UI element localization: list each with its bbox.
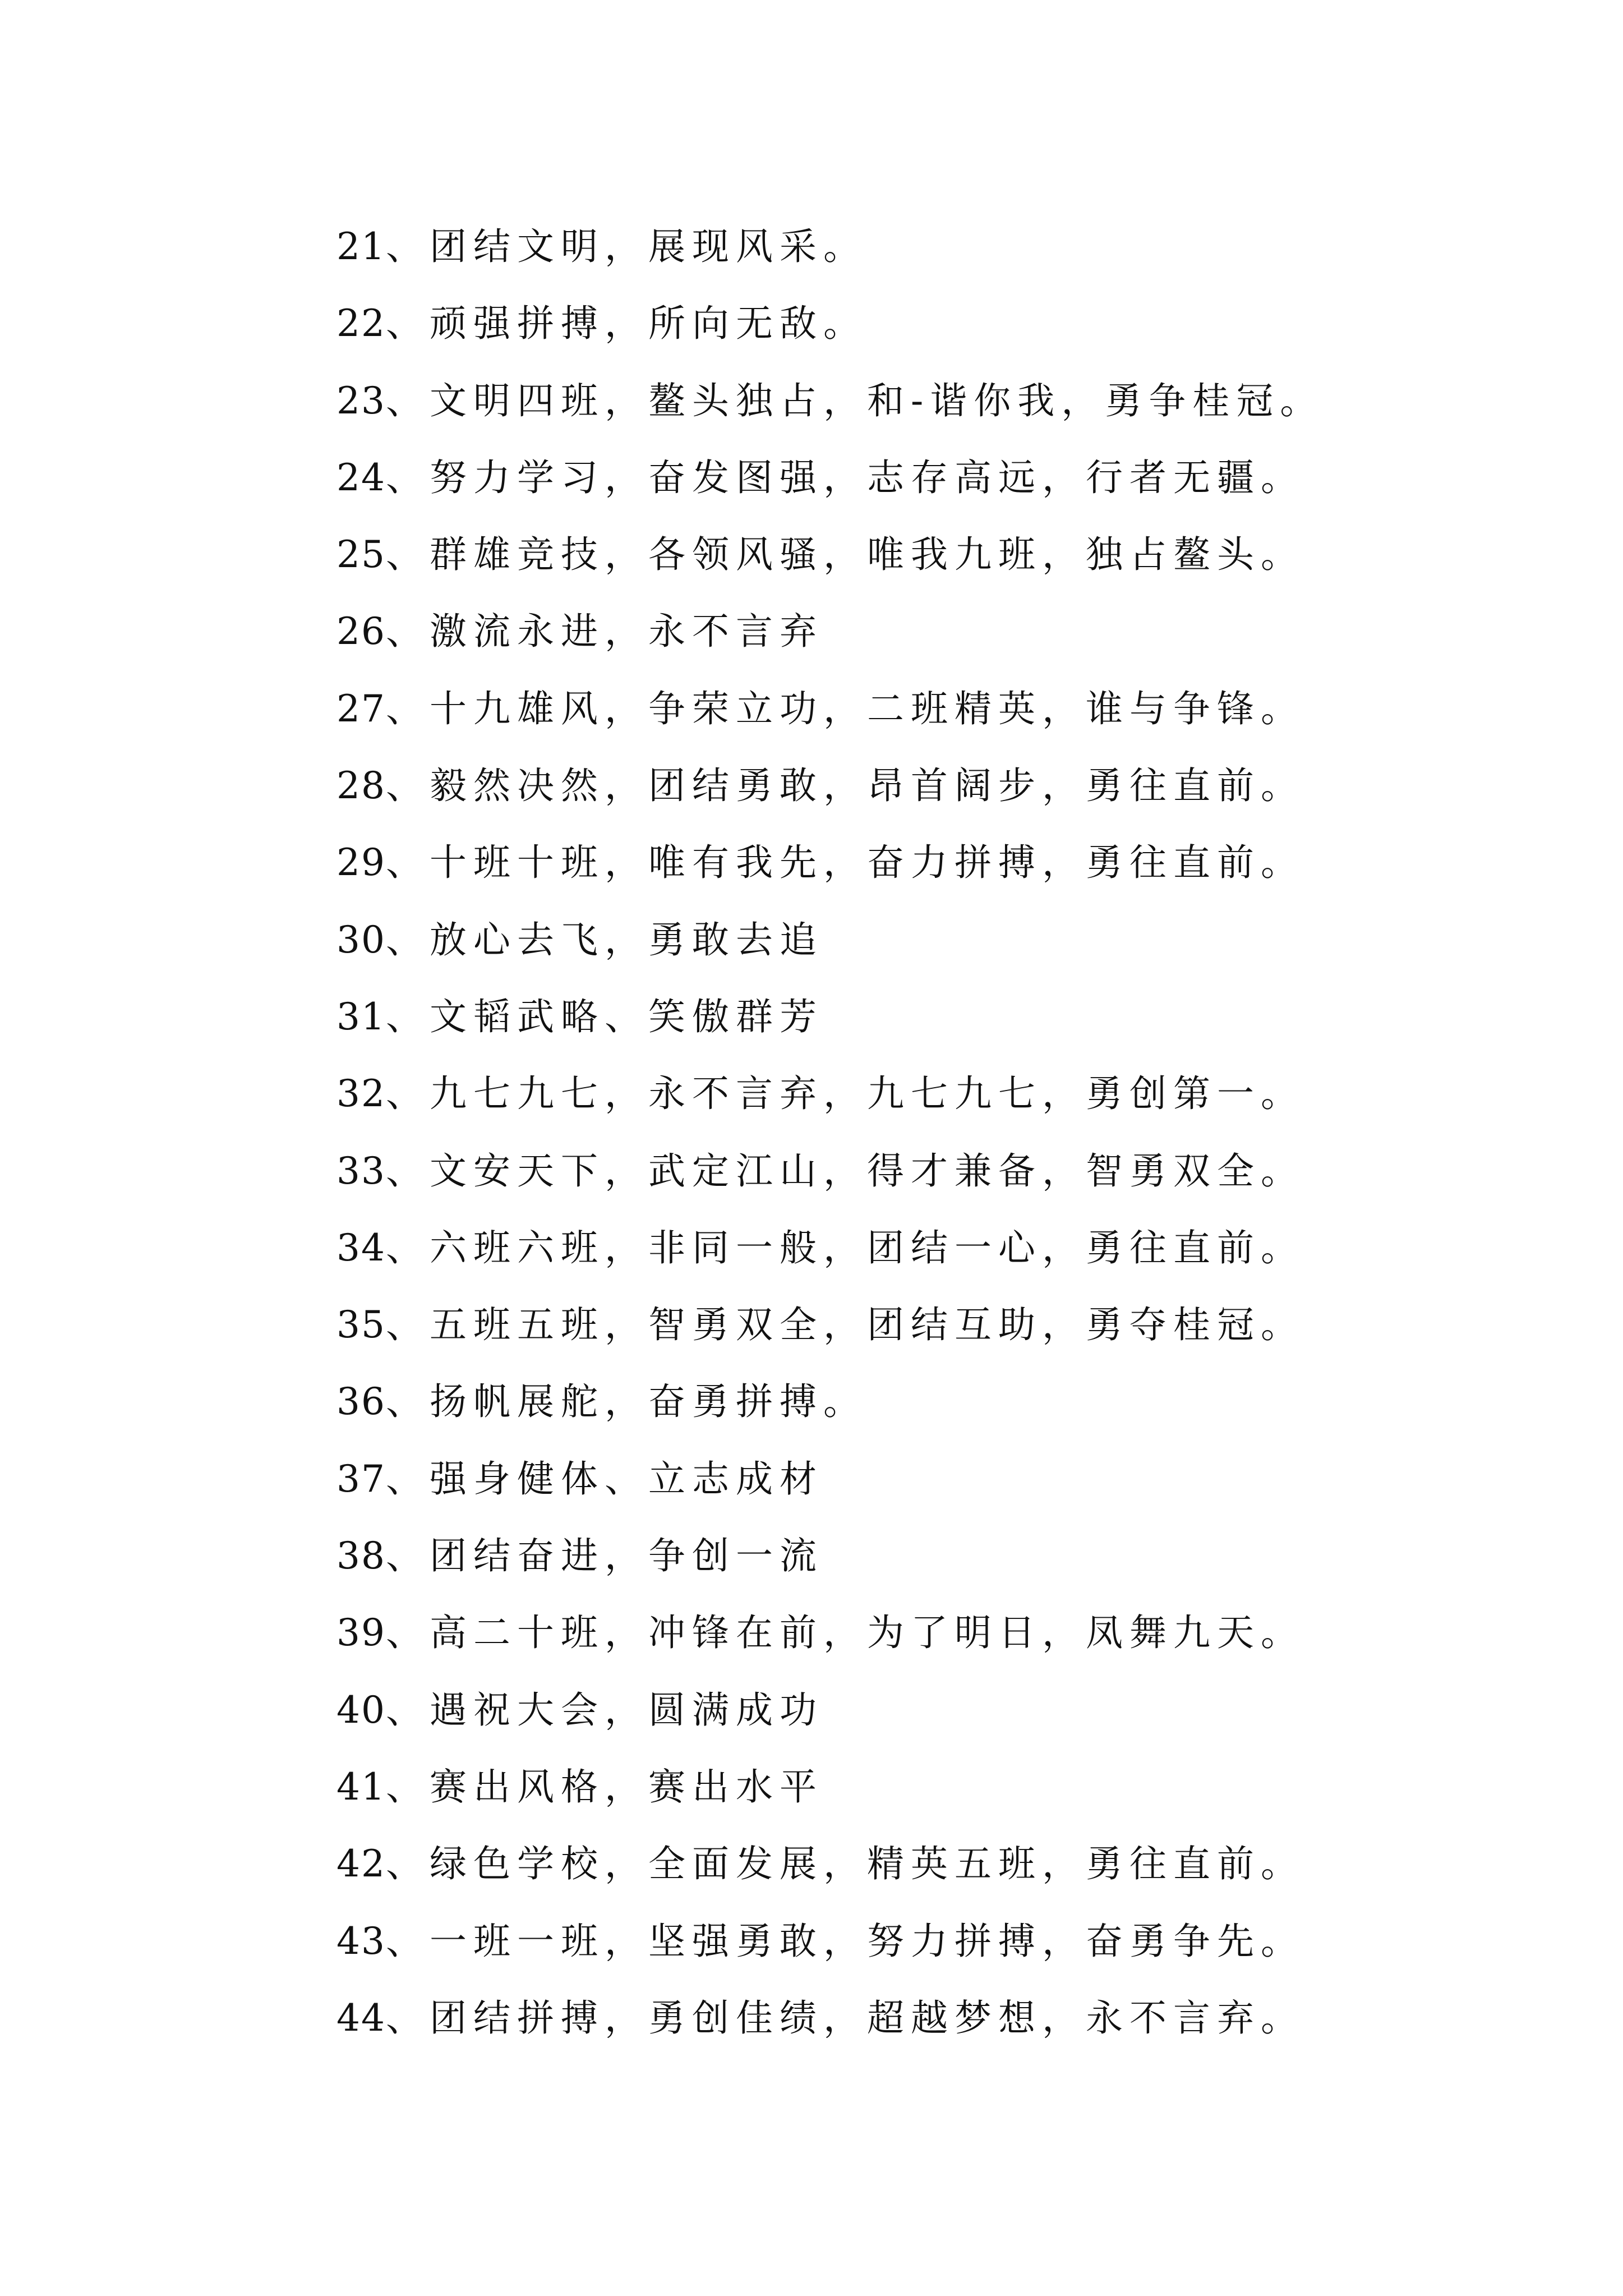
item-text: 群雄竞技，各领风骚，唯我九班，独占鳌头。 (429, 533, 1304, 577)
item-number: 26 (336, 610, 386, 654)
item-separator: 、 (385, 1149, 430, 1193)
item-text: 毅然决然，团结勇敢，昂首阔步，勇往直前。 (429, 764, 1304, 808)
item-text: 强身健体、立志成材 (429, 1457, 823, 1501)
item-text: 遇祝大会，圆满成功 (429, 1688, 823, 1732)
item-separator: 、 (385, 1996, 430, 2040)
list-item (336, 1441, 1542, 1517)
item-text: 团结奋进，争创一流 (429, 1534, 823, 1578)
list-item (336, 285, 1542, 362)
item-number: 31 (336, 995, 386, 1038)
item-number: 35 (336, 1303, 386, 1347)
item-text: 一班一班，坚强勇敢，努力拼搏，奋勇争先。 (429, 1919, 1304, 1963)
item-separator: 、 (385, 610, 430, 654)
item-number: 24 (336, 455, 386, 499)
item-separator: 、 (385, 1611, 430, 1655)
item-number: 28 (336, 764, 386, 808)
item-text: 激流永进，永不言弃 (429, 610, 823, 654)
item-text: 扬帆展舵，奋勇拼搏。 (429, 1380, 867, 1424)
list-item (336, 208, 1542, 285)
item-separator: 、 (385, 687, 430, 730)
item-separator: 、 (385, 1380, 430, 1424)
item-text: 绿色学校，全面发展，精英五班，勇往直前。 (429, 1842, 1304, 1886)
item-number: 34 (336, 1226, 386, 1269)
item-text: 努力学习，奋发图强，志存高远，行者无疆。 (429, 455, 1304, 499)
list-item (336, 1133, 1542, 1209)
list-item (336, 1903, 1542, 1980)
item-number: 38 (336, 1534, 386, 1578)
item-text: 九七九七，永不言弃，九七九七，勇创第一。 (429, 1072, 1304, 1116)
item-separator: 、 (385, 1765, 430, 1809)
item-number: 27 (336, 687, 386, 730)
item-text: 五班五班，智勇双全，团结互助，勇夺桂冠。 (429, 1303, 1304, 1347)
item-text: 高二十班，冲锋在前，为了明日，凤舞九天。 (429, 1611, 1304, 1655)
item-text: 文明四班，鳌头独占，和-谐你我，勇争桂冠。 (429, 379, 1324, 422)
item-number: 30 (336, 918, 386, 961)
list-item (336, 1825, 1542, 1902)
list-item (336, 1749, 1542, 1825)
list-item (336, 516, 1542, 593)
list-item (336, 1594, 1542, 1671)
item-separator: 、 (385, 1226, 430, 1269)
item-number: 41 (336, 1765, 386, 1809)
item-text: 十班十班，唯有我先，奋力拼搏，勇往直前。 (429, 841, 1304, 885)
list-item (336, 1363, 1542, 1440)
item-number: 42 (336, 1842, 386, 1886)
list-item (336, 978, 1542, 1055)
item-separator: 、 (385, 533, 430, 577)
item-separator: 、 (385, 1688, 430, 1732)
item-text: 顽强拼搏，所向无敌。 (429, 302, 867, 346)
list-item (336, 1980, 1542, 2056)
item-number: 32 (336, 1072, 386, 1116)
list-item (336, 1055, 1542, 1132)
item-number: 23 (336, 379, 386, 422)
item-separator: 、 (385, 1072, 430, 1116)
item-text: 放心去飞，勇敢去追 (429, 918, 823, 961)
item-separator: 、 (385, 455, 430, 499)
list-item (336, 1209, 1542, 1286)
item-separator: 、 (385, 841, 430, 885)
slogan-list (336, 208, 1542, 2056)
list-item (336, 439, 1542, 516)
item-separator: 、 (385, 1534, 430, 1578)
list-item (336, 362, 1542, 439)
item-text: 文安天下，武定江山，得才兼备，智勇双全。 (429, 1149, 1304, 1193)
item-separator: 、 (385, 918, 430, 961)
item-separator: 、 (385, 1303, 430, 1347)
list-item (336, 1517, 1542, 1594)
list-item (336, 670, 1542, 747)
item-separator: 、 (385, 225, 430, 268)
list-item (336, 1286, 1542, 1363)
item-separator: 、 (385, 1457, 430, 1501)
item-separator: 、 (385, 764, 430, 808)
item-number: 33 (336, 1149, 386, 1193)
list-item (336, 593, 1542, 670)
item-number: 29 (336, 841, 386, 885)
item-text: 文韬武略、笑傲群芳 (429, 995, 823, 1038)
list-item (336, 1672, 1542, 1749)
item-text: 团结文明，展现风采。 (429, 225, 867, 268)
item-text: 六班六班，非同一般，团结一心，勇往直前。 (429, 1226, 1304, 1269)
item-number: 21 (336, 225, 386, 268)
item-separator: 、 (385, 379, 430, 422)
item-number: 37 (336, 1457, 386, 1501)
list-item (336, 901, 1542, 978)
item-separator: 、 (385, 995, 430, 1038)
item-text: 十九雄风，争荣立功，二班精英，谁与争锋。 (429, 687, 1304, 730)
item-number: 36 (336, 1380, 386, 1424)
list-item (336, 824, 1542, 901)
item-number: 40 (336, 1688, 386, 1732)
item-number: 39 (336, 1611, 386, 1655)
item-separator: 、 (385, 1919, 430, 1963)
list-item (336, 747, 1542, 824)
item-number: 25 (336, 533, 386, 577)
item-number: 44 (336, 1996, 386, 2040)
item-separator: 、 (385, 302, 430, 346)
item-number: 43 (336, 1919, 386, 1963)
item-separator: 、 (385, 1842, 430, 1886)
item-number: 22 (336, 302, 386, 346)
item-text: 团结拼搏，勇创佳绩，超越梦想，永不言弃。 (429, 1996, 1304, 2040)
item-text: 赛出风格，赛出水平 (429, 1765, 823, 1809)
